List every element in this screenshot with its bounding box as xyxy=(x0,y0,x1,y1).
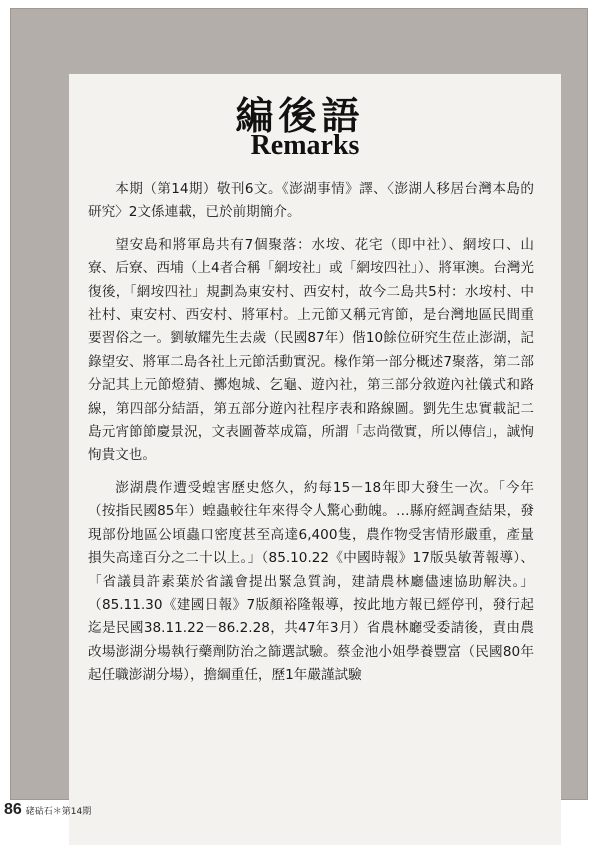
page-title: 編後語 xyxy=(235,93,365,138)
publication-info: 硓𥑮石＊第14期 xyxy=(25,807,92,817)
page-subtitle: Remarks xyxy=(250,130,360,161)
paragraph-2: 望安島和將軍島共有7個聚落：水垵、花宅（即中社）、網垵口、山寮、后寮、西埔（上4者合稱「網垵社」或「網垵四社」）、將軍澳。台灣光復後，「網垵四社」規劃為東安村、西安村，故今二島共5村：水垵村、中社村、東安村、西安村、將軍村。上元節又稱元宵節，是台灣地區民間重要習俗之一。劉敏耀先生去歲（民國87年）偕10餘位研究生莅止澎湖，記錄望安、將軍二島各社上元節活動實況。椽作第一部分概述7聚落，第二部分記其上元節燈猜、擲炮城、乞龜、遊內社，第三部分敘遊內社儀式和路線，第四部分結語，第五部分遊內社程序表和路線圖。劉先生忠實載記二島元宵節節慶景況，文表圖薈萃成篇，所謂「志尚徵實，所以傳信」，誠恂恂貴文也。 xyxy=(88,236,534,464)
paragraph-3: 澎湖農作遭受蝗害歷史悠久，約每15－18年即大發生一次。「今年（按指民國85年）蝗蟲較往年來得令人驚心動魄。…縣府經調查結果，發現部份地區公頃蟲口密度甚至高達6,400隻，農作物受害情形嚴重，產量損失高達百分之二十以上。」（85.10.22《中國時報》17版吳敏菁報導）、「省議員許素葉於省議會提出緊急質詢，建請農林廳儘速協助解決。」（85.11.30《建國日報》7版顏裕隆報導，按此地方報已經停刊，發行起迄是民國38.11.22－86.2.28，共47年3月）省農林廳受委請後，責由農改場澎湖分場執行藥劑防治之篩選試驗。蔡金池小姐學養豐富（民國80年起任職澎湖分場），擔綱重任，歷1年嚴謹試驗 xyxy=(88,479,534,684)
page-footer xyxy=(4,801,91,821)
article-body xyxy=(88,178,534,697)
page-number: 86 xyxy=(4,801,22,818)
paragraph-1: 本期（第14期）敬刊6文。《澎湖事情》譯、〈澎湖人移居台灣本島的研究〉2文係連載，已於前期簡介。 xyxy=(88,181,534,221)
